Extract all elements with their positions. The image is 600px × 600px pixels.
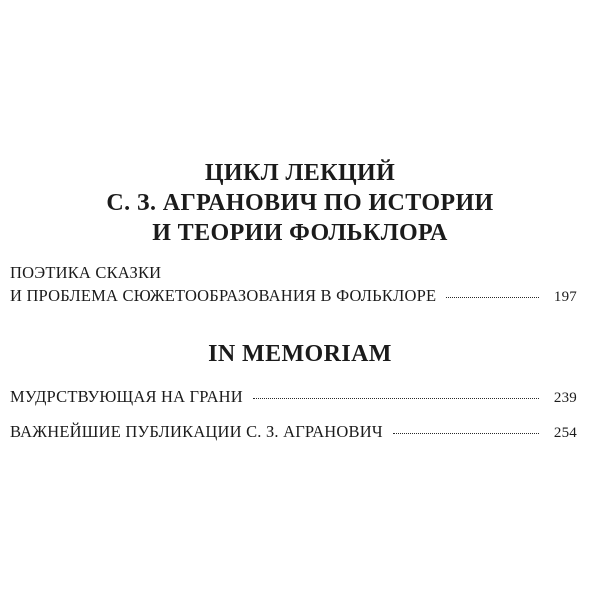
heading-line: И ТЕОРИИ ФОЛЬКЛОРА: [152, 220, 448, 246]
toc-page-number: 197: [553, 289, 577, 305]
section-heading-in-memoriam: [0, 339, 600, 369]
toc-entry-line-1: [10, 261, 577, 284]
dot-leader: [446, 296, 539, 298]
dot-leader: [393, 432, 539, 434]
heading-line: ЦИКЛ ЛЕКЦИЙ: [204, 160, 396, 186]
toc-page-number: 254: [553, 425, 577, 441]
toc-page-number: 239: [553, 390, 577, 406]
heading-line: IN MEMORIAM: [208, 341, 392, 367]
section-heading-lectures: [0, 158, 600, 248]
toc-entry-line: [10, 420, 577, 445]
toc-entry-publications[interactable]: [10, 420, 577, 445]
heading-line: С. З. АГРАНОВИЧ ПО ИСТОРИИ: [106, 190, 494, 216]
toc-entry-title: МУДРСТВУЮЩАЯ НА ГРАНИ: [10, 387, 243, 406]
toc-entry-poetics[interactable]: [10, 261, 577, 309]
toc-entry-line: [10, 385, 577, 410]
toc-entry-line-2: [10, 284, 577, 309]
toc-entry-mudrstvuyushchaya[interactable]: [10, 385, 577, 410]
toc-entry-title: ПОЭТИКА СКАЗКИ: [10, 263, 162, 282]
dot-leader: [253, 397, 539, 399]
toc-entry-title-continued: И ПРОБЛЕМА СЮЖЕТООБРАЗОВАНИЯ В ФОЛЬКЛОРЕ: [10, 286, 437, 305]
toc-entry-title: ВАЖНЕЙШИЕ ПУБЛИКАЦИИ С. З. АГРАНОВИЧ: [10, 422, 383, 441]
